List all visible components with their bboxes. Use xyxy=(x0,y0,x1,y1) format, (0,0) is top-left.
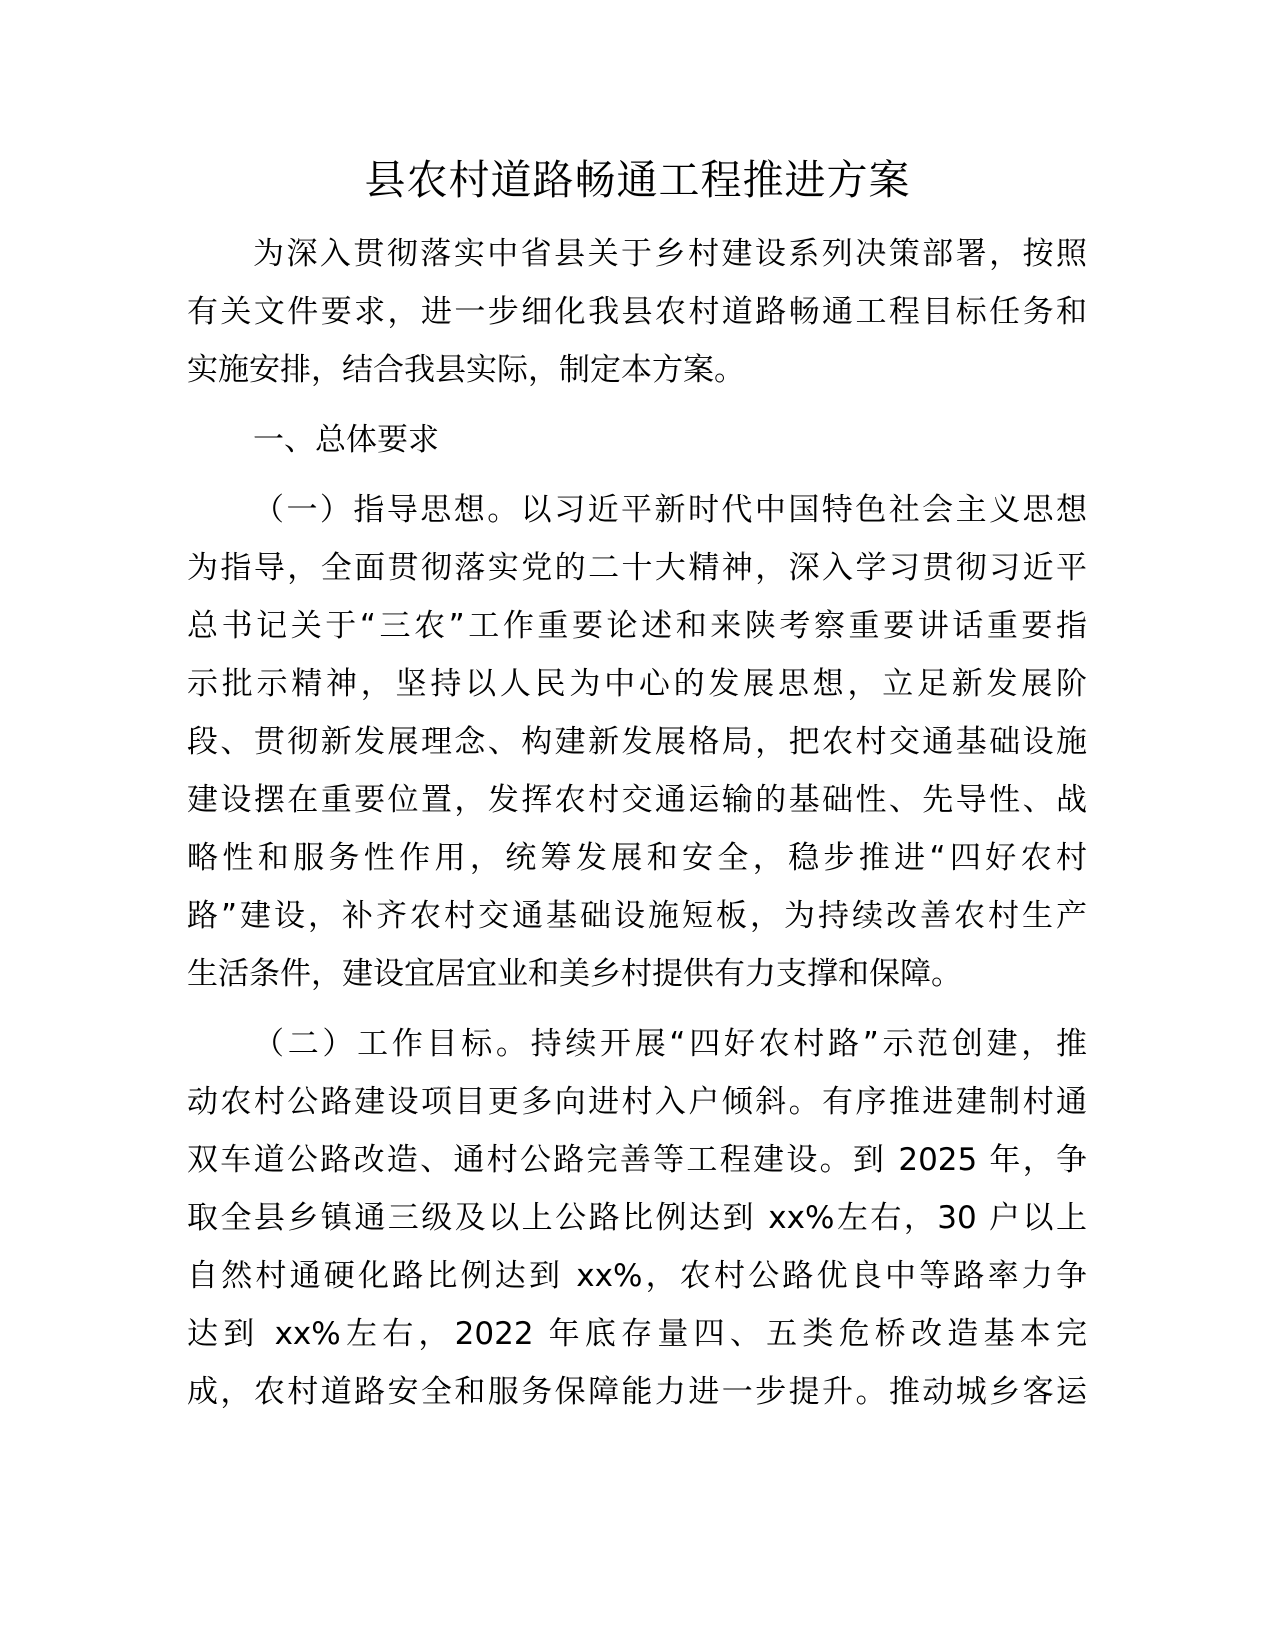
text-line: 为指导，全面贯彻落实党的二十大精神，深入学习贯彻习近平 xyxy=(187,550,1087,586)
text-line: 段、贯彻新发展理念、构建新发展格局，把农村交通基础设施 xyxy=(187,724,1087,760)
text-line: 示批示精神，坚持以人民为中心的发展思想，立足新发展阶 xyxy=(187,666,1087,702)
text-line: （二）工作目标。持续开展“四好农村路”示范创建，推 xyxy=(253,1026,1087,1062)
text-line: 自然村通硬化路比例达到 xx%，农村公路优良中等路率力争 xyxy=(187,1258,1087,1294)
section-heading: 一、总体要求 xyxy=(253,422,439,458)
text-line: 路”建设，补齐农村交通基础设施短板，为持续改善农村生产 xyxy=(187,898,1087,934)
text-line: 动农村公路建设项目更多向进村入户倾斜。有序推进建制村通 xyxy=(187,1084,1087,1120)
document-body xyxy=(187,225,1087,1421)
paragraph-work-goals xyxy=(187,1015,1087,1421)
text-line: 总书记关于“三农”工作重要论述和来陕考察重要讲话重要指 xyxy=(187,608,1087,644)
text-line: 有关文件要求，进一步细化我县农村道路畅通工程目标任务和 xyxy=(187,294,1087,330)
section-heading-general-requirements xyxy=(187,411,1087,469)
text-line: 达到 xx%左右，2022 年底存量四、五类危桥改造基本完 xyxy=(187,1316,1087,1352)
paragraph-guiding-ideology xyxy=(187,481,1087,1003)
paragraph-intro xyxy=(187,225,1087,399)
text-line: 取全县乡镇通三级及以上公路比例达到 xx%左右，30 户以上 xyxy=(187,1200,1087,1236)
text-line: 建设摆在重要位置，发挥农村交通运输的基础性、先导性、战 xyxy=(187,782,1087,818)
text-line: 双车道公路改造、通村公路完善等工程建设。到 2025 年，争 xyxy=(187,1142,1087,1178)
text-line: 为深入贯彻落实中省县关于乡村建设系列决策部署，按照 xyxy=(253,236,1087,272)
text-line: 生活条件，建设宜居宜业和美乡村提供有力支撑和保障。 xyxy=(187,956,962,992)
text-line: 成，农村道路安全和服务保障能力进一步提升。推动城乡客运 xyxy=(187,1374,1087,1410)
text-line: （一）指导思想。以习近平新时代中国特色社会主义思想 xyxy=(253,492,1087,528)
text-line: 实施安排，结合我县实际，制定本方案。 xyxy=(187,352,745,388)
text-line: 略性和服务性作用，统筹发展和安全，稳步推进“四好农村 xyxy=(187,840,1087,876)
document-title: 县农村道路畅通工程推进方案 xyxy=(364,156,911,204)
